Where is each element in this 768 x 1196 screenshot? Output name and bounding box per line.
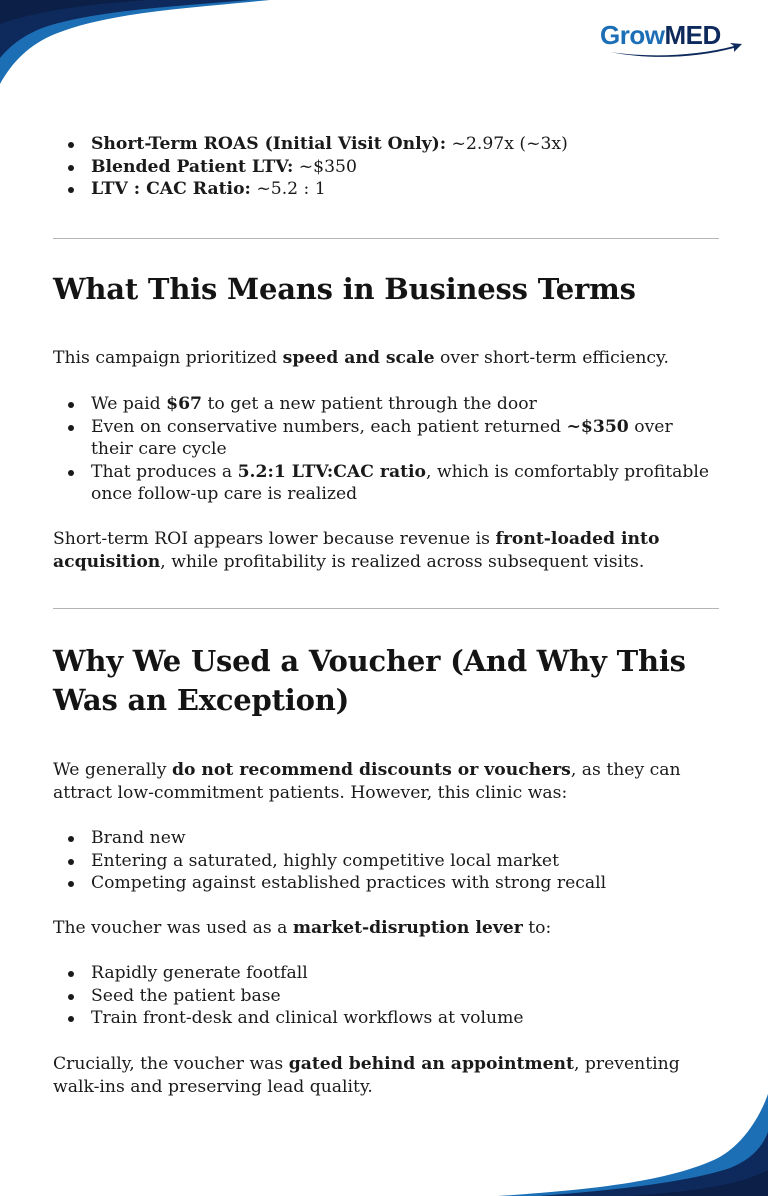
metrics-list bbox=[53, 133, 719, 201]
list-item: Competing against established practices with strong recall bbox=[53, 872, 719, 895]
section-heading-business-terms: What This Means in Business Terms bbox=[53, 272, 636, 306]
paragraph-closing: Crucially, the voucher was gated behind an appointment, preventing walk-ins and preserving lead quality. bbox=[53, 1054, 680, 1097]
paragraph-roi: Short-term ROI appears lower because revenue is front-loaded into acquisition, while profitability is realized across subsequent visits. bbox=[53, 529, 660, 572]
list-item: Rapidly generate footfall bbox=[53, 962, 719, 985]
section-divider bbox=[53, 238, 719, 239]
clinic-conditions-list bbox=[53, 827, 719, 895]
voucher-goals-list bbox=[53, 962, 719, 1030]
list-item: Even on conservative numbers, each patient returned ~$350 over their care cycle bbox=[53, 416, 719, 461]
list-item: Blended Patient LTV: ~$350 bbox=[53, 156, 719, 179]
logo-med-text: MED bbox=[664, 20, 721, 50]
growmed-logo bbox=[600, 18, 746, 62]
list-item: LTV : CAC Ratio: ~5.2 : 1 bbox=[53, 178, 719, 201]
logo-grow-text: Grow bbox=[600, 20, 665, 50]
list-item: Train front-desk and clinical workflows at volume bbox=[53, 1007, 719, 1030]
paragraph-voucher-intro: We generally do not recommend discounts or vouchers, as they can attract low-commitment patients. However, this clinic was: bbox=[53, 760, 681, 803]
list-item: Brand new bbox=[53, 827, 719, 850]
list-item: We paid $67 to get a new patient through the door bbox=[53, 393, 719, 416]
list-item: That produces a 5.2:1 LTV:CAC ratio, which is comfortably profitable once follow-up care is realized bbox=[53, 461, 719, 506]
top-left-swoosh-decoration bbox=[0, 0, 300, 90]
list-item: Seed the patient base bbox=[53, 985, 719, 1008]
section-divider bbox=[53, 608, 719, 609]
business-terms-list bbox=[53, 393, 719, 506]
paragraph-intro: This campaign prioritized speed and scale over short-term efficiency. bbox=[53, 348, 669, 368]
list-item: Entering a saturated, highly competitive local market bbox=[53, 850, 719, 873]
logo-swoosh-icon bbox=[600, 18, 746, 62]
bottom-right-swoosh-decoration bbox=[478, 1086, 768, 1196]
section-heading-voucher: Why We Used a Voucher (And Why This Was an Exception) bbox=[53, 644, 686, 717]
list-item: Short-Term ROAS (Initial Visit Only): ~2.97x (~3x) bbox=[53, 133, 719, 156]
paragraph-lever: The voucher was used as a market-disruption lever to: bbox=[53, 918, 552, 938]
